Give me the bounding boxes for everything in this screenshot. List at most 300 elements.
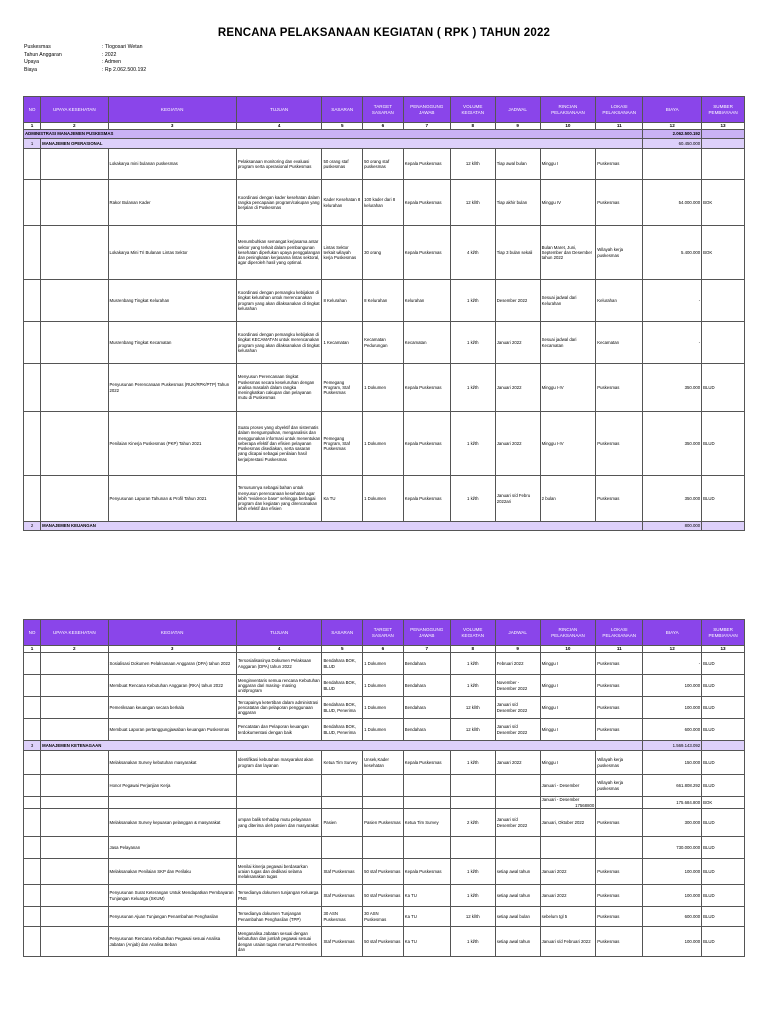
column-number: 6 bbox=[363, 123, 404, 130]
upaya-cell bbox=[41, 180, 108, 226]
lokasi-cell bbox=[596, 837, 643, 859]
column-header: SASARAN bbox=[322, 620, 363, 646]
biaya-cell: - bbox=[643, 322, 702, 364]
empty-cell bbox=[702, 130, 745, 139]
column-header: UPAYA KESEHATAN bbox=[41, 620, 108, 646]
target-cell: Kecamatan Pedurungan bbox=[363, 322, 404, 364]
sasaran-cell: Staf Puskesmas bbox=[322, 859, 363, 885]
lokasi-cell: Puskesmas bbox=[596, 907, 643, 927]
column-number-row bbox=[24, 646, 745, 653]
volume-cell: 1 kl/th bbox=[450, 885, 495, 907]
header-row bbox=[24, 97, 745, 123]
sumber-cell: BLUD bbox=[702, 675, 745, 697]
target-cell: 1 Dokumen bbox=[363, 653, 404, 675]
table-1-body bbox=[24, 149, 745, 522]
upaya-cell bbox=[41, 280, 108, 322]
subsection-label: MANAJEMEN KETENAGAAN bbox=[41, 741, 643, 751]
upaya-cell bbox=[41, 751, 108, 775]
jadwal-cell: setiap awal tahun bbox=[495, 885, 540, 907]
column-number: 11 bbox=[596, 123, 643, 130]
jadwal-cell: Desember 2022 bbox=[495, 280, 540, 322]
column-number: 4 bbox=[236, 646, 322, 653]
table-row bbox=[24, 412, 745, 476]
kegiatan-cell: Musrenbang Tingkat Kelurahan bbox=[108, 280, 236, 322]
no-cell bbox=[24, 697, 41, 719]
jadwal-cell: Januari 2022 bbox=[495, 412, 540, 476]
rincian-cell: sebelum tgl 5 bbox=[540, 907, 596, 927]
sasaran-cell: Bendahara BOK, BLUD bbox=[322, 675, 363, 697]
rincian-cell: Minggu I bbox=[540, 697, 596, 719]
sumber-cell: BLUD bbox=[702, 476, 745, 522]
table-row bbox=[24, 809, 745, 837]
lokasi-cell: Puskesmas bbox=[596, 476, 643, 522]
volume-cell: 1 kl/th bbox=[450, 675, 495, 697]
target-cell: 1 Dokumen bbox=[363, 364, 404, 412]
sumber-cell: BLUD bbox=[702, 809, 745, 837]
table-row bbox=[24, 797, 745, 809]
table-row bbox=[24, 476, 745, 522]
tujuan-cell: Menilai kinerja pegawai berdasarkan uraian tugas dan dedikasi selama melaksanakan tugas bbox=[236, 859, 322, 885]
sasaran-cell: Staf Puskesmas bbox=[322, 885, 363, 907]
volume-cell: 1 kl/th bbox=[450, 859, 495, 885]
upaya-cell bbox=[41, 927, 108, 957]
subsection-no: 2 bbox=[24, 522, 41, 531]
kegiatan-cell: Lokakarya Mini Tri Bulanan Lintas Sektor bbox=[108, 226, 236, 280]
sumber-cell: BLUD bbox=[702, 719, 745, 741]
column-number: 13 bbox=[702, 123, 745, 130]
page-title: RENCANA PELAKSANAAN KEGIATAN ( RPK ) TAHUN 2022 bbox=[217, 27, 551, 39]
rincian-cell: Sesuai jadwal dari Kecamatan bbox=[540, 322, 596, 364]
target-cell: 30 ASN Puskesmas bbox=[363, 907, 404, 927]
column-number: 5 bbox=[322, 646, 363, 653]
biaya-cell: 175.684.800 bbox=[643, 797, 702, 809]
sasaran-cell: Bendahara BOK, BLUD, Penerima bbox=[322, 697, 363, 719]
tujuan-cell: Koordinasi dengan pemangku kebijakan di tingkat KECAMATAN untuk merencanakan program yang akan dilaksanakan di tingkat kelurahan bbox=[236, 322, 322, 364]
penanggung-jawab-cell: Bendahara bbox=[403, 675, 450, 697]
no-cell bbox=[24, 322, 41, 364]
lokasi-cell: Puskesmas bbox=[596, 364, 643, 412]
sumber-cell: BLUD bbox=[702, 859, 745, 885]
target-cell: 1 Dokumen bbox=[363, 476, 404, 522]
upaya-cell bbox=[41, 809, 108, 837]
penanggung-jawab-cell: Ketua Tim Survey bbox=[403, 809, 450, 837]
biaya-cell: 300.000 bbox=[643, 809, 702, 837]
no-cell bbox=[24, 907, 41, 927]
biaya-cell: 100.000 bbox=[643, 859, 702, 885]
biaya-cell: - bbox=[643, 653, 702, 675]
target-cell: 1 Dokumen bbox=[363, 719, 404, 741]
subsection-row bbox=[24, 522, 745, 531]
target-cell: 1 Dokumen bbox=[363, 412, 404, 476]
table-row bbox=[24, 907, 745, 927]
jadwal-cell: Tiap akhir bulan bbox=[495, 180, 540, 226]
jadwal-cell: setiap awal tahun bbox=[495, 927, 540, 957]
penanggung-jawab-cell: Ka TU bbox=[403, 885, 450, 907]
info-row bbox=[24, 67, 146, 75]
sasaran-cell bbox=[322, 837, 363, 859]
upaya-cell bbox=[41, 364, 108, 412]
no-cell bbox=[24, 885, 41, 907]
jadwal-cell: Februari 2022 bbox=[495, 653, 540, 675]
no-cell bbox=[24, 751, 41, 775]
target-cell: 1 Dokumen bbox=[363, 675, 404, 697]
table-row bbox=[24, 927, 745, 957]
sasaran-cell: Ka TU bbox=[322, 476, 363, 522]
tujuan-cell: Menumbuhkan semangat kerjasama antar sektor yang terkait dalam pembangunan kesehatan diperlukan upaya penggalangan dan peningkatan kerjasama lintas sektoral, agar diperoleh hasil yang optimal. bbox=[236, 226, 322, 280]
rincian-cell: Minggu I-IV bbox=[540, 364, 596, 412]
kegiatan-cell: Melaksanakan Penilaian SKP dan Perilaku bbox=[108, 859, 236, 885]
lokasi-cell: Wilayah kerja puskesmas bbox=[596, 751, 643, 775]
biaya-cell: 661.808.292 bbox=[643, 775, 702, 797]
rincian-cell: Januari 2022 bbox=[540, 859, 596, 885]
empty-cell bbox=[702, 522, 745, 531]
penanggung-jawab-cell bbox=[403, 837, 450, 859]
subsection-no: 3 bbox=[24, 741, 41, 751]
target-cell bbox=[363, 775, 404, 797]
info-row bbox=[24, 52, 146, 60]
volume-cell: 1 kl/th bbox=[450, 927, 495, 957]
column-number: 1 bbox=[24, 123, 41, 130]
jadwal-cell: setiap awal tahun bbox=[495, 859, 540, 885]
info-value: : Rp 2.062.500.192 bbox=[102, 66, 147, 73]
penanggung-jawab-cell: Kepala Puskesmas bbox=[403, 476, 450, 522]
penanggung-jawab-cell: Kelurahan bbox=[403, 280, 450, 322]
tujuan-cell: Tercapainya ketertiban dalam administrasi pencatatan dan pelaporan penggunaan anggaran bbox=[236, 697, 322, 719]
column-header: JADWAL bbox=[495, 97, 540, 123]
upaya-cell bbox=[41, 149, 108, 180]
target-cell: Unsek,Kader kesehatan bbox=[363, 751, 404, 775]
target-cell: 100 kader dari 8 kelurahan bbox=[363, 180, 404, 226]
biaya-cell: 100.000 bbox=[643, 927, 702, 957]
column-header: PENANGGUNG JAWAB bbox=[403, 620, 450, 646]
table-row bbox=[24, 719, 745, 741]
volume-cell: 1 kl/th bbox=[450, 476, 495, 522]
volume-cell: 12 kl/th bbox=[450, 697, 495, 719]
kegiatan-cell: Jasa Pelayanan bbox=[108, 837, 236, 859]
column-number: 12 bbox=[643, 646, 702, 653]
column-header: PENANGGUNG JAWAB bbox=[403, 97, 450, 123]
kegiatan-cell: Sosialisasi Dokumen Pelaksanaan Anggaran (DPA) tahun 2022 bbox=[108, 653, 236, 675]
jadwal-cell: Januari 2022 bbox=[495, 364, 540, 412]
rincian-cell: Januari 2022 bbox=[540, 885, 596, 907]
column-number: 10 bbox=[540, 646, 596, 653]
table-row bbox=[24, 675, 745, 697]
table-row bbox=[24, 837, 745, 859]
lokasi-cell: Puskesmas bbox=[596, 719, 643, 741]
column-number: 3 bbox=[108, 646, 236, 653]
info-value: : Admen bbox=[102, 59, 122, 66]
rincian-cell: Sesuai jadwal dari Kelurahan bbox=[540, 280, 596, 322]
column-header: VOLUME KEGIATAN bbox=[450, 620, 495, 646]
column-header: KEGIATAN bbox=[108, 620, 236, 646]
kegiatan-cell: Lokakarya mini bulanan puskesmas bbox=[108, 149, 236, 180]
kegiatan-cell: Penyusunan Perencanaan Puskesmas (RUK/RPK/PTP) Tahun 2022 bbox=[108, 364, 236, 412]
table-row bbox=[24, 322, 745, 364]
sumber-cell: BOK bbox=[702, 226, 745, 280]
column-number-row bbox=[24, 123, 745, 130]
volume-cell bbox=[450, 775, 495, 797]
table-row bbox=[24, 751, 745, 775]
tujuan-cell: Menginventaris semua rencana Kebutuhan anggaran dari masing- masing unit/program bbox=[236, 675, 322, 697]
section-label: ADMINISTRASI MANAJEMEN PUSKESMAS bbox=[24, 130, 643, 139]
biaya-cell: 100.000 bbox=[643, 697, 702, 719]
tujuan-cell: Tersedianya dokumen tunjangan Keluarga PNS bbox=[236, 885, 322, 907]
sumber-cell bbox=[702, 322, 745, 364]
sasaran-cell: Bendahara BOK, BLUD bbox=[322, 653, 363, 675]
lokasi-cell: Wilayah kerja puskesmas bbox=[596, 226, 643, 280]
column-number: 6 bbox=[363, 646, 404, 653]
tujuan-cell: Suatu proses yang obyektif dan sistematis dalam mengumpulkan, menganalisis dan menggunakan informasi untuk menentukan seberapa efektif dan efisien pelayanan Puskesmas disediakan, serta sasaran yang dicapai sebagai penilaian hasil kerja/prestasi Puskesmas bbox=[236, 412, 322, 476]
penanggung-jawab-cell: Kepala Puskesmas bbox=[403, 180, 450, 226]
volume-cell: 12 kl/th bbox=[450, 180, 495, 226]
no-cell bbox=[24, 775, 41, 797]
column-header: NO bbox=[24, 97, 41, 123]
target-cell: 8 Kelurahan bbox=[363, 280, 404, 322]
info-label: Tahun Anggaran bbox=[24, 51, 62, 58]
penanggung-jawab-cell bbox=[403, 797, 450, 809]
volume-cell: 12 kl/th bbox=[450, 907, 495, 927]
table-2-body-keuangan bbox=[24, 653, 745, 741]
biaya-cell: 730.000.000 bbox=[643, 837, 702, 859]
lokasi-cell bbox=[596, 797, 643, 809]
upaya-cell bbox=[41, 885, 108, 907]
jadwal-cell: Tiap awal bulan bbox=[495, 149, 540, 180]
biaya-cell: 350.000 bbox=[643, 412, 702, 476]
penanggung-jawab-cell bbox=[403, 775, 450, 797]
upaya-cell bbox=[41, 322, 108, 364]
column-header: RINCIAN PELAKSANAAN bbox=[540, 97, 596, 123]
rincian-cell: Minggu I bbox=[540, 675, 596, 697]
table-row bbox=[24, 775, 745, 797]
upaya-cell bbox=[41, 775, 108, 797]
column-header: SUMBER PEMBIAYAAN bbox=[702, 620, 745, 646]
rincian-cell: Bulan Maret, Juni, September dan Desember tahun 2022 bbox=[540, 226, 596, 280]
empty-cell bbox=[702, 139, 745, 149]
sasaran-cell: 30 ASN Puskesmas bbox=[322, 907, 363, 927]
penanggung-jawab-cell: Kepala Puskesmas bbox=[403, 364, 450, 412]
sasaran-cell: Pemegang Program, Staf Puskesmas bbox=[322, 364, 363, 412]
tujuan-cell bbox=[236, 837, 322, 859]
target-cell: 50 orang staf puskesmas bbox=[363, 149, 404, 180]
column-number: 4 bbox=[236, 123, 322, 130]
jadwal-cell: Januari 2022 bbox=[495, 322, 540, 364]
kegiatan-cell: Penilaian Kinerja Puskesmas (PKP) Tahun 2021 bbox=[108, 412, 236, 476]
target-cell: 50 staf Puskesmas bbox=[363, 885, 404, 907]
no-cell bbox=[24, 364, 41, 412]
sasaran-cell: Staf Puskesmas bbox=[322, 927, 363, 957]
lokasi-cell: Kecamatan bbox=[596, 322, 643, 364]
penanggung-jawab-cell: Kepala Puskesmas bbox=[403, 149, 450, 180]
upaya-cell bbox=[41, 907, 108, 927]
info-label: Puskesmas bbox=[24, 44, 51, 50]
tujuan-cell: Tersedianya dokumen Tunjangan Penambahan Penghasilan (TPP) bbox=[236, 907, 322, 927]
sasaran-cell: Ketua Tim Survey bbox=[322, 751, 363, 775]
subsection-biaya: 60.450.000 bbox=[643, 139, 702, 149]
rincian-cell: Minggu IV bbox=[540, 180, 596, 226]
rincian-cell: Minggu I bbox=[540, 653, 596, 675]
target-cell: 1 Dokumen bbox=[363, 697, 404, 719]
kegiatan-cell: Penyusunan Rencana Kebutuhan Pegawai sesuai Analisa Jabatan (Anjab) dan Analisa Beban bbox=[108, 927, 236, 957]
column-number: 5 bbox=[322, 123, 363, 130]
column-header: LOKASI PELAKSANAAN bbox=[596, 620, 643, 646]
column-number: 10 bbox=[540, 123, 596, 130]
volume-cell bbox=[450, 797, 495, 809]
no-cell bbox=[24, 226, 41, 280]
column-header: TARGET SASARAN bbox=[363, 620, 404, 646]
lokasi-cell: Puskesmas bbox=[596, 180, 643, 226]
no-cell bbox=[24, 719, 41, 741]
biaya-cell: 100.000 bbox=[643, 675, 702, 697]
target-cell: 50 staf Puskesmas bbox=[363, 927, 404, 957]
kegiatan-cell: Penyusunan Surat Keterangan Untuk Mendapatkan Pembayaran Tunjangan Keluarga (SKUM) bbox=[108, 885, 236, 907]
penanggung-jawab-cell: Kepala Puskesmas bbox=[403, 751, 450, 775]
column-header: JADWAL bbox=[495, 620, 540, 646]
rpk-table-2 bbox=[23, 619, 745, 957]
subsection-label: MANAJEMEN KEUANGAN bbox=[41, 522, 643, 531]
tujuan-cell: Koordinasi dengan kader kesehatan dalam rangka pencapaian program/cakupan yang berjalan di Puskesmas bbox=[236, 180, 322, 226]
rincian-cell: Januari s/d Februari 2022 bbox=[540, 927, 596, 957]
lokasi-cell: Puskesmas bbox=[596, 927, 643, 957]
lokasi-cell: Puskesmas bbox=[596, 697, 643, 719]
volume-cell: 12 kl/th bbox=[450, 149, 495, 180]
sumber-cell: BLUD bbox=[702, 907, 745, 927]
lokasi-cell: Wilayah kerja puskesmas bbox=[596, 775, 643, 797]
tujuan-cell: Pencatatan dan Pelaporan keuangan terdokumentasi dengan baik bbox=[236, 719, 322, 741]
sumber-cell: BLUD bbox=[702, 751, 745, 775]
target-cell: 50 staf Puskesmas bbox=[363, 859, 404, 885]
kegiatan-cell: Membuat Rencana Kebutuhan Anggaran (RKA) tahun 2022 bbox=[108, 675, 236, 697]
lokasi-cell: Puskesmas bbox=[596, 809, 643, 837]
volume-cell: 2 kl/th bbox=[450, 809, 495, 837]
sumber-cell bbox=[702, 149, 745, 180]
biaya-cell: 100.000 bbox=[643, 885, 702, 907]
no-cell bbox=[24, 180, 41, 226]
column-header: KEGIATAN bbox=[108, 97, 236, 123]
no-cell bbox=[24, 859, 41, 885]
kegiatan-cell: Penyusunan Ajuan Tunjangan Penambahan Penghasilan bbox=[108, 907, 236, 927]
jadwal-cell: Januari s/d Desember 2022 bbox=[495, 719, 540, 741]
section-biaya: 2.062.500.192 bbox=[643, 130, 702, 139]
rincian-cell: 2 bulan bbox=[540, 476, 596, 522]
tujuan-cell: Identifikasi kebutuhan masyarakat akan program dan layanan bbox=[236, 751, 322, 775]
biaya-cell: 600.000 bbox=[643, 907, 702, 927]
sumber-cell: BLUD bbox=[702, 885, 745, 907]
sasaran-cell: 50 orang staf puskesmas bbox=[322, 149, 363, 180]
biaya-cell: 350.000 bbox=[643, 364, 702, 412]
jadwal-cell: Januari 2022 bbox=[495, 751, 540, 775]
upaya-cell bbox=[41, 697, 108, 719]
biaya-cell: 5.400.000 bbox=[643, 226, 702, 280]
no-cell bbox=[24, 653, 41, 675]
volume-cell: 12 kl/th bbox=[450, 719, 495, 741]
rincian-cell: Minggu I bbox=[540, 719, 596, 741]
subsection-no: 1 bbox=[24, 139, 41, 149]
jadwal-cell: Januari s/d Febru 2022ari bbox=[495, 476, 540, 522]
table-row bbox=[24, 859, 745, 885]
column-number: 13 bbox=[702, 646, 745, 653]
target-cell: 30 orang bbox=[363, 226, 404, 280]
no-cell bbox=[24, 412, 41, 476]
tujuan-cell: Menyusun Perencanaan tingkat Puskesmas secara keseluruhan dengan analisa masalah dalam rangka meningkatkan cakupan dan pelayanan mutu di Puskesmas bbox=[236, 364, 322, 412]
table-row bbox=[24, 226, 745, 280]
target-cell bbox=[363, 797, 404, 809]
sasaran-cell bbox=[322, 775, 363, 797]
column-header: SASARAN bbox=[322, 97, 363, 123]
sumber-cell: BLUD bbox=[702, 412, 745, 476]
upaya-cell bbox=[41, 859, 108, 885]
subsection-row bbox=[24, 741, 745, 751]
subsection-biaya: 1.569.143.092 bbox=[643, 741, 702, 751]
rincian-cell bbox=[540, 797, 596, 809]
kegiatan-cell: Musrenbang Tingkat Kecamatan bbox=[108, 322, 236, 364]
rincian-cell: Januari, Oktober 2022 bbox=[540, 809, 596, 837]
volume-cell: 1 kl/th bbox=[450, 653, 495, 675]
kegiatan-cell: Pemeriksaan keuangan secara berkala bbox=[108, 697, 236, 719]
tujuan-cell: Koordinasi dengan pemangku kebijakan di tingkat kelurahan untuk merencanakan program yang akan dilaksanakan di tingkat kelurahan bbox=[236, 280, 322, 322]
sumber-cell: BLUD bbox=[702, 927, 745, 957]
rincian-cell: Januari - Desember bbox=[540, 775, 596, 797]
kegiatan-cell: Penyusunan Laporan Tahunan & Profil Tahun 2021 bbox=[108, 476, 236, 522]
info-row bbox=[24, 59, 146, 67]
sasaran-cell bbox=[322, 797, 363, 809]
biaya-cell: - bbox=[643, 280, 702, 322]
lokasi-cell: Puskesmas bbox=[596, 859, 643, 885]
kegiatan-cell: Rakor Bulanan Kader bbox=[108, 180, 236, 226]
sasaran-cell: 8 Kelurahan bbox=[322, 280, 363, 322]
column-header: SUMBER PEMBIAYAAN bbox=[702, 97, 745, 123]
tujuan-cell: Tersosialisasinya Dokumen Pelaksaan Anggaran (DPA) tahun 2022 bbox=[236, 653, 322, 675]
tujuan-cell bbox=[236, 775, 322, 797]
penanggung-jawab-cell: Bendahara bbox=[403, 653, 450, 675]
penanggung-jawab-cell: Kecamatan bbox=[403, 322, 450, 364]
rincian-cell: Minggu I-IV bbox=[540, 412, 596, 476]
sumber-cell bbox=[702, 280, 745, 322]
sasaran-cell: Bendahara BOK, BLUD, Penerima bbox=[322, 719, 363, 741]
info-value: : Tlogosari Wetan bbox=[102, 44, 143, 50]
biaya-cell: 600.000 bbox=[643, 719, 702, 741]
lokasi-cell: Puskesmas bbox=[596, 653, 643, 675]
column-number: 2 bbox=[41, 123, 108, 130]
column-header: NO bbox=[24, 620, 41, 646]
rincian-text: Januari - Desember bbox=[541, 797, 580, 803]
sasaran-cell: Pemegang Program, Staf Puskesmas bbox=[322, 412, 363, 476]
sumber-cell: BLUD bbox=[702, 364, 745, 412]
column-header: BIAYA bbox=[643, 620, 702, 646]
sasaran-cell: Lintas Sektor terkait wilayah kerja Puskesmas bbox=[322, 226, 363, 280]
kegiatan-cell: Honor Pegawai Perjanjian Kerja bbox=[108, 775, 236, 797]
tujuan-cell: Tersusunnya sebagai bahan untuk menyusun perencanaan kesehatan agar lebih "evidence base" sehingga berbagai program dan kegiatan yang direncanakan lebih efektif dan efisien bbox=[236, 476, 322, 522]
sumber-cell: BOK bbox=[702, 180, 745, 226]
tujuan-cell bbox=[236, 797, 322, 809]
kegiatan-cell: Melaksanakan Survey kepuasan pelanggan & masyarakat bbox=[108, 809, 236, 837]
lokasi-cell: Puskesmas bbox=[596, 412, 643, 476]
subsection-biaya: 800.000 bbox=[643, 522, 702, 531]
column-number: 3 bbox=[108, 123, 236, 130]
no-cell bbox=[24, 280, 41, 322]
column-header: TARGET SASARAN bbox=[363, 97, 404, 123]
jadwal-cell bbox=[495, 797, 540, 809]
info-label: Upaya bbox=[24, 59, 39, 66]
jadwal-cell: Tiap 3 bulan sekali bbox=[495, 226, 540, 280]
no-cell bbox=[24, 837, 41, 859]
column-number: 7 bbox=[403, 646, 450, 653]
penanggung-jawab-cell: Kepala Puskesmas bbox=[403, 859, 450, 885]
table-row bbox=[24, 149, 745, 180]
column-header: LOKASI PELAKSANAAN bbox=[596, 97, 643, 123]
rpk-table-1 bbox=[23, 96, 745, 531]
column-number: 8 bbox=[450, 646, 495, 653]
biaya-cell: 150.000 bbox=[643, 751, 702, 775]
